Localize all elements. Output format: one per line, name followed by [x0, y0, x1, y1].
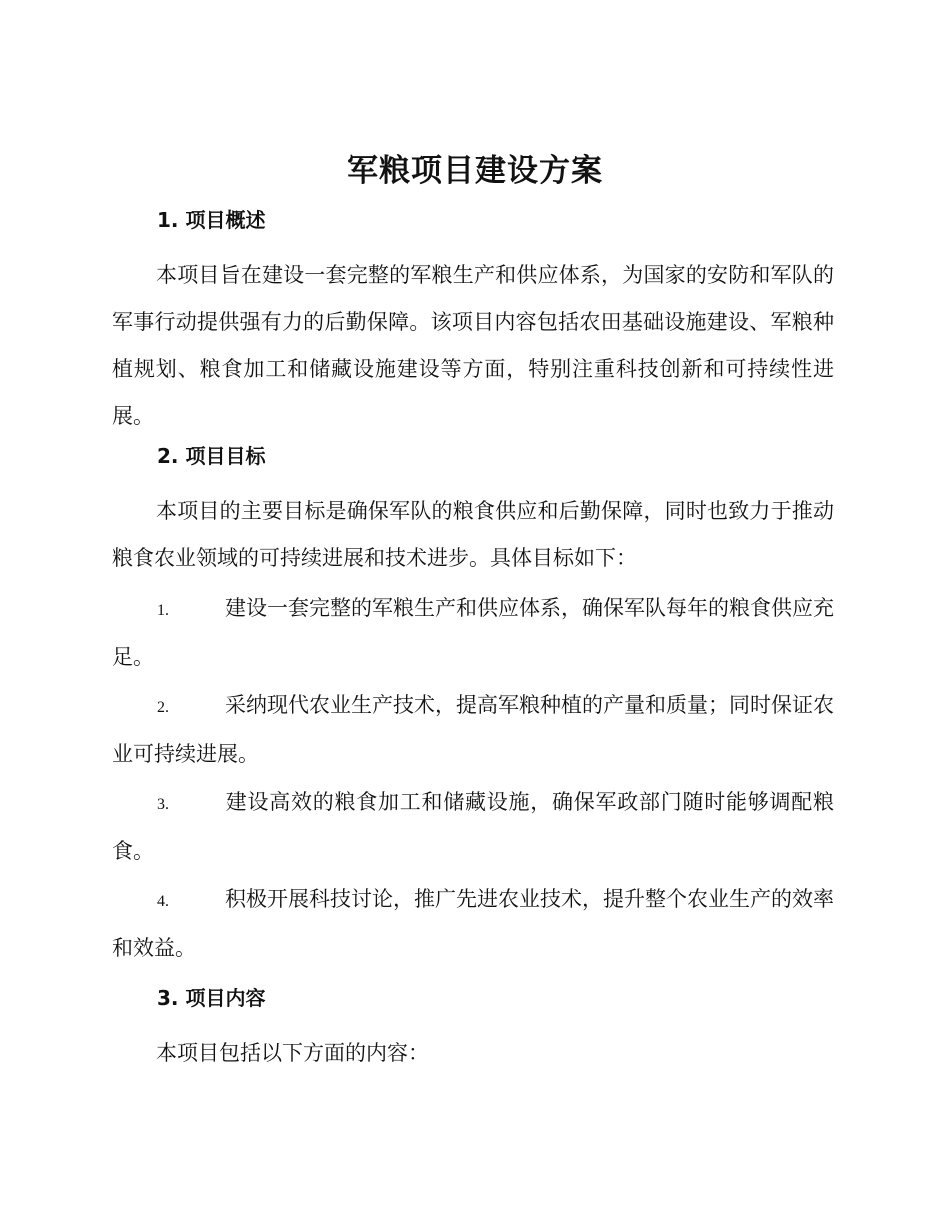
section-heading-goals: 2. 项目目标 — [157, 444, 266, 468]
goals-paragraph: 本项目的主要目标是确保军队的粮食供应和后勤保障，同时也致力于推动粮食农业领域的可持续进展和技术进步。具体目标如下： — [112, 499, 834, 570]
goal-item-number: 4. — [157, 893, 169, 910]
goal-item-text: 采纳现代农业生产技术，提高军粮种植的产量和质量；同时保证农业可持续进展。 — [112, 693, 834, 766]
overview-paragraph: 本项目旨在建设一套完整的军粮生产和供应体系，为国家的安防和军队的军事行动提供强有力的后勤保障。该项目内容包括农田基础设施建设、军粮种植规划、粮食加工和储藏设施建设等方面，特别注重科技创新和可持续性进展。 — [112, 263, 834, 428]
content-paragraph: 本项目包括以下方面的内容： — [156, 1041, 429, 1065]
goal-item — [112, 779, 834, 875]
section-heading-content: 3. 项目内容 — [157, 986, 266, 1010]
section-heading-overview: 1. 项目概述 — [157, 208, 266, 232]
goal-item — [112, 876, 834, 972]
goal-item — [112, 585, 834, 681]
goal-item-number: 3. — [157, 796, 169, 813]
goal-item-text: 建设高效的粮食加工和储藏设施，确保军政部门随时能够调配粮食。 — [112, 790, 834, 863]
goal-item-text: 积极开展科技讨论，推广先进农业技术，提升整个农业生产的效率和效益。 — [112, 887, 834, 960]
goal-item — [112, 682, 834, 778]
goal-item-number: 2. — [157, 699, 169, 716]
goal-item-number: 1. — [157, 602, 169, 619]
document-title: 军粮项目建设方案 — [347, 153, 603, 189]
goal-item-text: 建设一套完整的军粮生产和供应体系，确保军队每年的粮食供应充足。 — [112, 596, 834, 669]
